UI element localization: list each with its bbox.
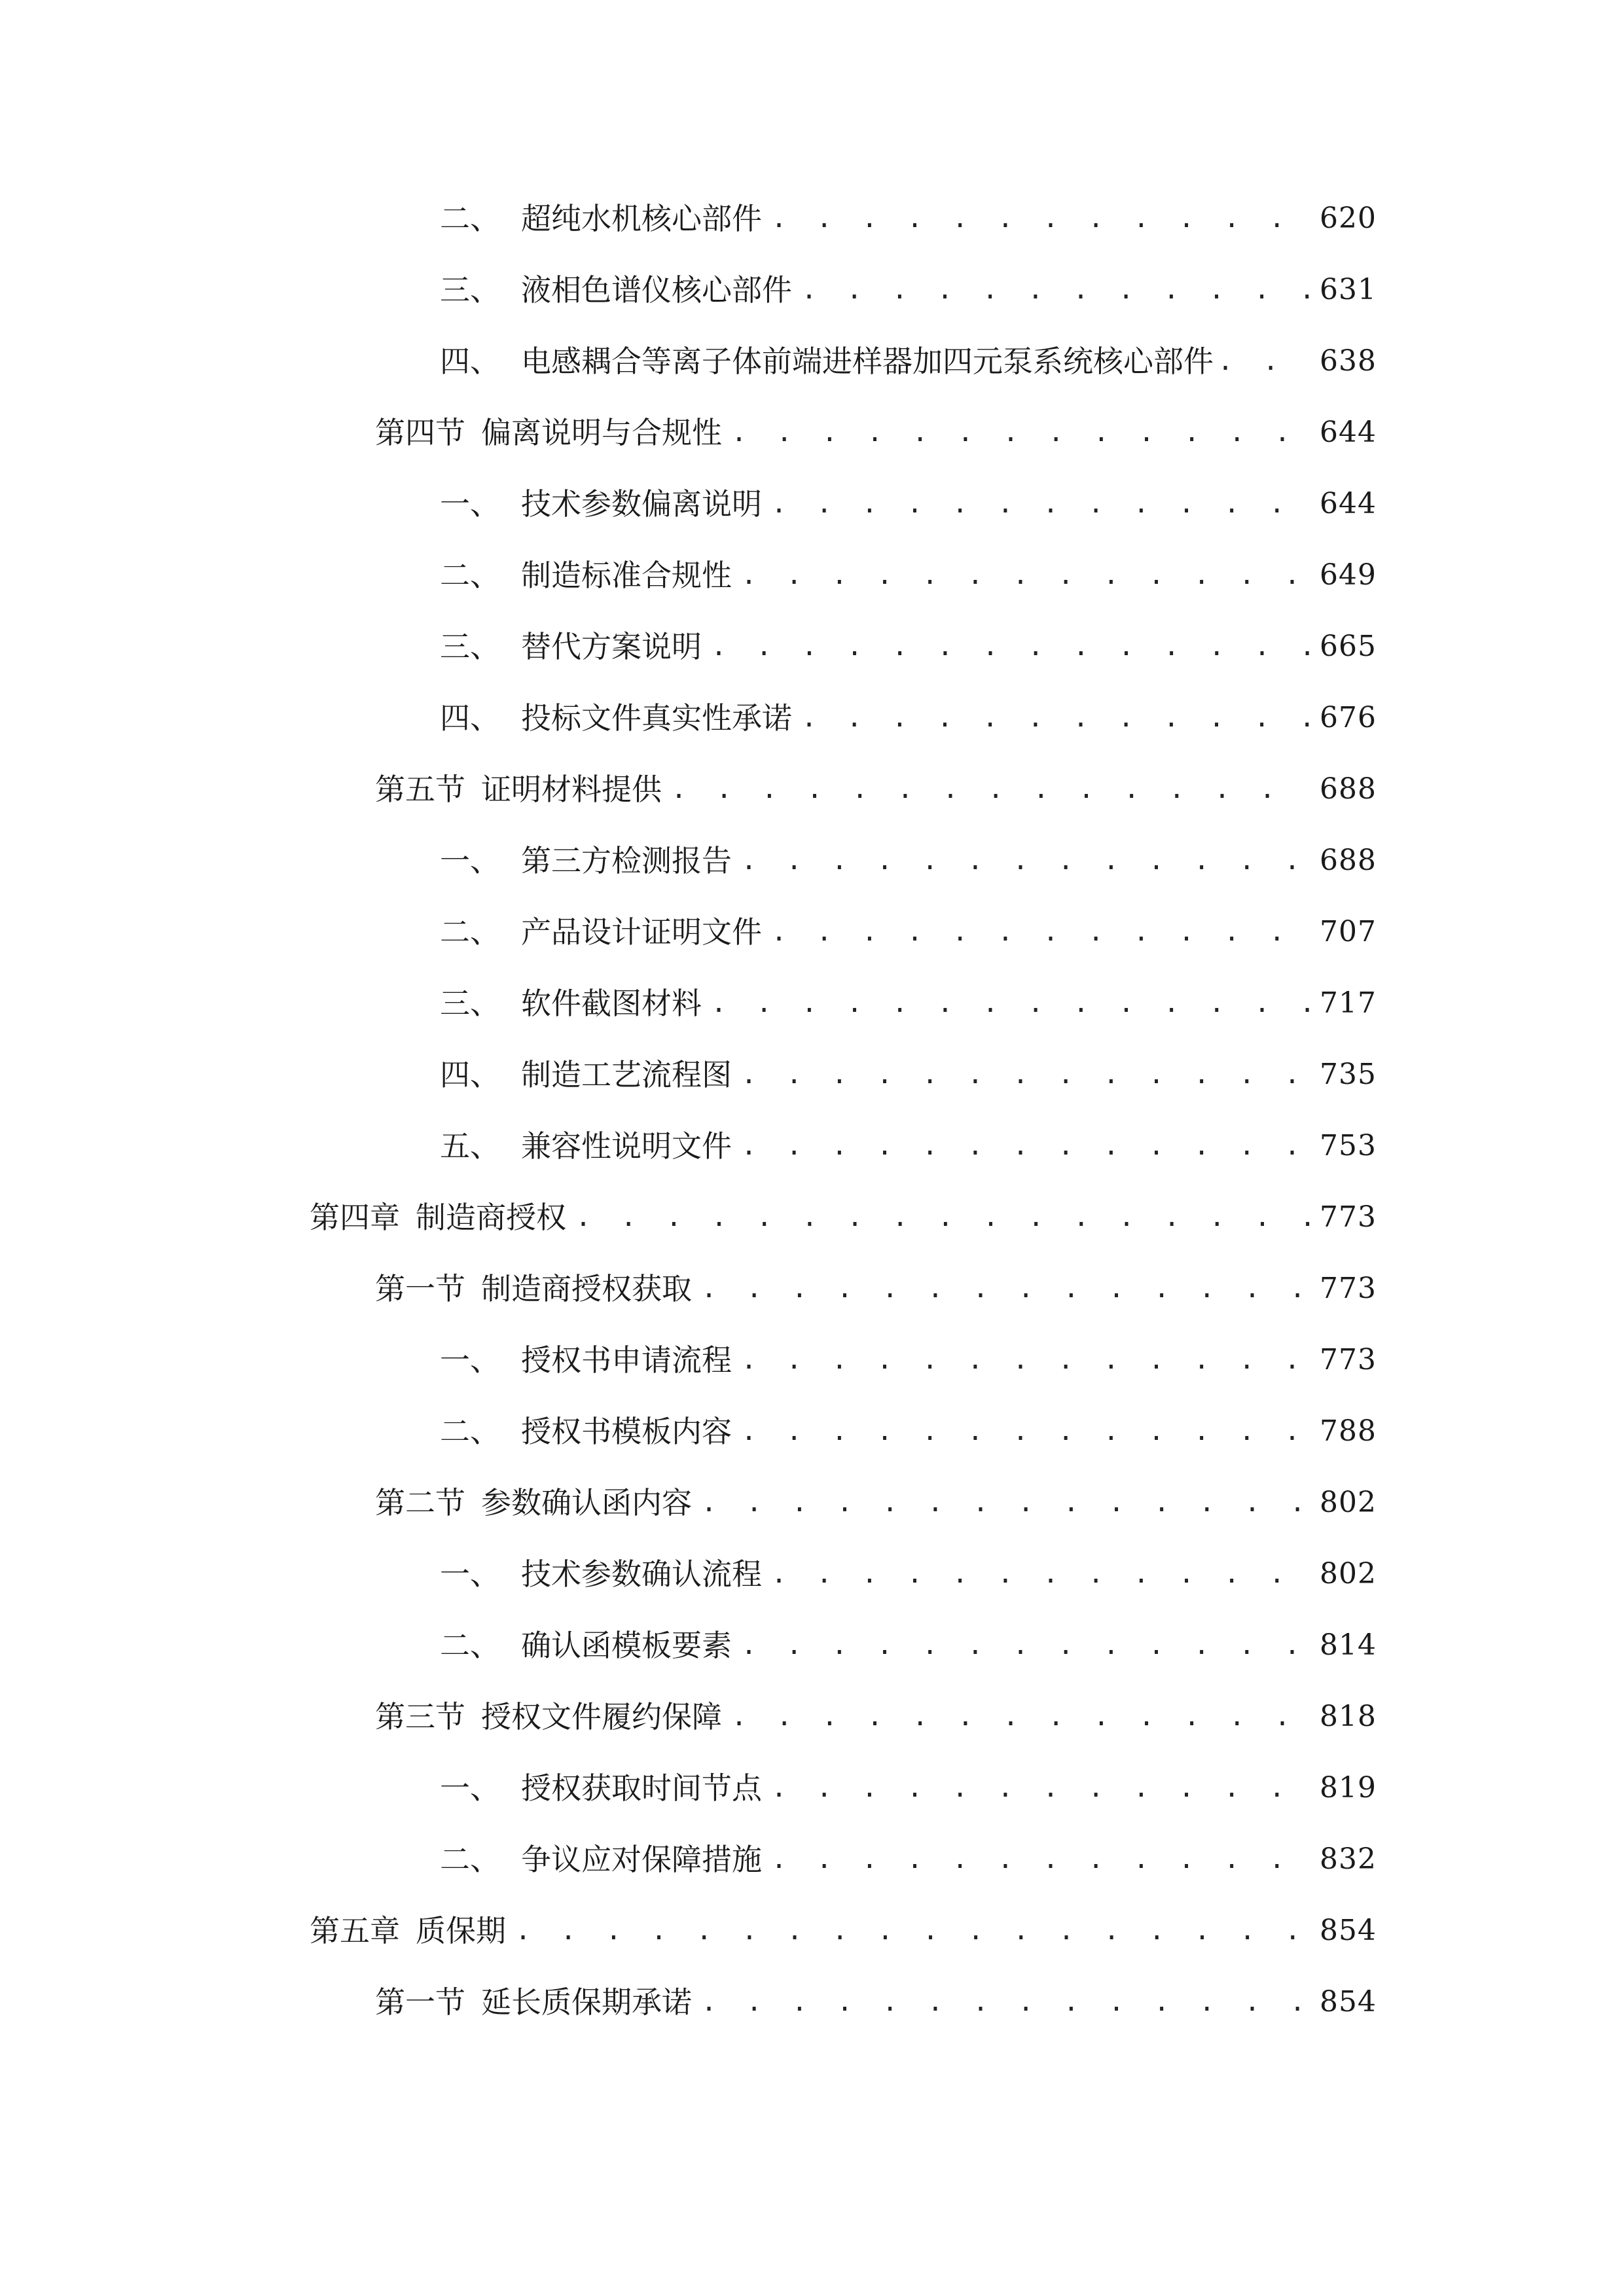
toc-entry-title: 第三方检测报告	[521, 843, 732, 878]
toc-entry-title: 软件截图材料	[521, 986, 702, 1021]
toc-entry-page: 707	[1320, 915, 1377, 948]
toc-entry[interactable]	[440, 192, 1377, 245]
toc-entry-page: 819	[1320, 1771, 1377, 1804]
toc-entry-page: 802	[1320, 1557, 1377, 1590]
toc-entry[interactable]	[375, 1477, 1377, 1529]
toc-entry-title: 制造标准合规性	[521, 558, 732, 593]
toc-entry[interactable]	[440, 1548, 1377, 1600]
dot-leader	[1218, 335, 1310, 387]
dot-leader	[771, 906, 1310, 958]
toc-entry-title: 授权文件履约保障	[481, 1699, 722, 1734]
toc-entry-number: 三、	[440, 629, 500, 664]
toc-entry[interactable]	[375, 406, 1377, 459]
dot-leader	[801, 264, 1310, 316]
toc-entry[interactable]	[375, 1691, 1377, 1743]
toc-entry-title: 替代方案说明	[521, 629, 702, 664]
toc-entry-number: 四、	[440, 700, 500, 736]
dot-leader	[741, 549, 1310, 601]
toc-entry-title: 偏离说明与合规性	[481, 415, 722, 450]
dot-leader	[575, 1191, 1310, 1244]
toc-entry-page: 717	[1320, 986, 1377, 1020]
toc-entry-title: 制造商授权	[416, 1200, 566, 1235]
dot-leader	[741, 1120, 1310, 1172]
toc-entry-number: 第一节	[375, 1984, 465, 2020]
toc-entry-number: 一、	[440, 843, 500, 878]
toc-entry[interactable]	[440, 335, 1377, 387]
toc-entry-title: 电感耦合等离子体前端进样器加四元泵系统核心部件	[521, 344, 1214, 379]
toc-entry[interactable]	[440, 692, 1377, 744]
toc-entry-number: 一、	[440, 1770, 500, 1806]
toc-entry-title: 超纯水机核心部件	[521, 201, 762, 236]
toc-entry[interactable]	[440, 1334, 1377, 1386]
dot-leader	[741, 1049, 1310, 1101]
toc-entry-number: 四、	[440, 344, 500, 379]
toc-entry-page: 676	[1320, 701, 1377, 734]
toc-entry[interactable]	[440, 1619, 1377, 1672]
toc-entry-title: 参数确认函内容	[481, 1485, 692, 1520]
toc-entry-page: 818	[1320, 1700, 1377, 1733]
toc-entry-title: 技术参数确认流程	[521, 1556, 762, 1592]
toc-entry[interactable]	[375, 763, 1377, 816]
dot-leader	[731, 1691, 1310, 1743]
dot-leader	[801, 692, 1310, 744]
dot-leader	[741, 1619, 1310, 1672]
toc-entry-page: 773	[1320, 1200, 1377, 1234]
toc-entry-title: 延长质保期承诺	[481, 1984, 692, 2020]
toc-entry-title: 授权获取时间节点	[521, 1770, 762, 1806]
toc-entry[interactable]	[440, 1405, 1377, 1458]
toc-entry-title: 制造商授权获取	[481, 1271, 692, 1306]
toc-entry-number: 四、	[440, 1057, 500, 1092]
dot-leader	[771, 192, 1310, 245]
toc-entry-number: 第四章	[310, 1200, 400, 1235]
toc-entry[interactable]	[440, 620, 1377, 673]
toc-entry-page: 854	[1320, 1914, 1377, 1947]
toc-entry[interactable]	[440, 977, 1377, 1030]
toc-entry[interactable]	[440, 264, 1377, 316]
toc-entry-page: 665	[1320, 630, 1377, 663]
toc-entry-title: 授权书申请流程	[521, 1342, 732, 1378]
toc-entry-number: 二、	[440, 1628, 500, 1663]
dot-leader	[701, 1263, 1310, 1315]
dot-leader	[741, 834, 1310, 887]
toc-entry-title: 兼容性说明文件	[521, 1128, 732, 1164]
toc-entry-page: 688	[1320, 844, 1377, 877]
dot-leader	[731, 406, 1310, 459]
toc-entry-title: 投标文件真实性承诺	[521, 700, 792, 736]
toc-entry[interactable]	[440, 1762, 1377, 1814]
toc-entry-page: 735	[1320, 1058, 1377, 1091]
toc-entry-number: 二、	[440, 1414, 500, 1449]
toc-entry-number: 二、	[440, 1842, 500, 1877]
toc-entry[interactable]	[440, 478, 1377, 530]
toc-entry[interactable]	[440, 1049, 1377, 1101]
toc-entry[interactable]	[440, 906, 1377, 958]
toc-entry-number: 二、	[440, 914, 500, 950]
toc-entry[interactable]	[375, 1976, 1377, 2028]
toc-entry-number: 二、	[440, 558, 500, 593]
toc-entry-page: 644	[1320, 487, 1377, 520]
toc-entry-page: 753	[1320, 1129, 1377, 1162]
toc-entry-number: 第三节	[375, 1699, 465, 1734]
dot-leader	[711, 977, 1310, 1030]
toc-entry-number: 第四节	[375, 415, 465, 450]
dot-leader	[771, 478, 1310, 530]
toc-entry-number: 五、	[440, 1128, 500, 1164]
toc-entry[interactable]	[440, 549, 1377, 601]
toc-entry[interactable]	[440, 1833, 1377, 1886]
toc-entry-title: 制造工艺流程图	[521, 1057, 732, 1092]
toc-entry-title: 技术参数偏离说明	[521, 486, 762, 522]
toc-entry-page: 631	[1320, 273, 1377, 306]
dot-leader	[771, 1833, 1310, 1886]
toc-entry-page: 854	[1320, 1985, 1377, 2018]
dot-leader	[671, 763, 1310, 816]
toc-entry-page: 688	[1320, 772, 1377, 806]
toc-entry-title: 确认函模板要素	[521, 1628, 732, 1663]
toc-entry-title: 争议应对保障措施	[521, 1842, 762, 1877]
toc-entry-number: 三、	[440, 272, 500, 308]
dot-leader	[771, 1762, 1310, 1814]
toc-entry-number: 一、	[440, 1556, 500, 1592]
toc-entry-title: 质保期	[416, 1913, 506, 1948]
dot-leader	[701, 1477, 1310, 1529]
toc-entry-number: 第五章	[310, 1913, 400, 1948]
toc-entry-number: 一、	[440, 486, 500, 522]
toc-entry-page: 788	[1320, 1414, 1377, 1448]
toc-entry-page: 649	[1320, 558, 1377, 592]
dot-leader	[771, 1548, 1310, 1600]
toc-entry[interactable]	[440, 1120, 1377, 1172]
toc-entry-title: 证明材料提供	[481, 772, 662, 807]
toc-entry[interactable]	[440, 834, 1377, 887]
dot-leader	[515, 1905, 1310, 1957]
toc-entry-page: 773	[1320, 1272, 1377, 1305]
toc-entry-number: 第五节	[375, 772, 465, 807]
toc-entry-title: 产品设计证明文件	[521, 914, 762, 950]
toc-entry[interactable]	[310, 1191, 1377, 1244]
dot-leader	[741, 1334, 1310, 1386]
toc-entry-page: 620	[1320, 202, 1377, 235]
dot-leader	[741, 1405, 1310, 1458]
toc-entry-page: 638	[1320, 344, 1377, 378]
toc-entry-page: 832	[1320, 1842, 1377, 1876]
toc-entry-number: 一、	[440, 1342, 500, 1378]
toc-entry-number: 二、	[440, 201, 500, 236]
toc-entry-page: 644	[1320, 416, 1377, 449]
toc-entry-number: 第一节	[375, 1271, 465, 1306]
toc-entry[interactable]	[310, 1905, 1377, 1957]
toc-entry[interactable]	[375, 1263, 1377, 1315]
toc-entry-title: 授权书模板内容	[521, 1414, 732, 1449]
toc-entry-title: 液相色谱仪核心部件	[521, 272, 792, 308]
dot-leader	[701, 1976, 1310, 2028]
toc-entry-page: 773	[1320, 1343, 1377, 1376]
toc-entry-page: 802	[1320, 1486, 1377, 1519]
toc-entry-page: 814	[1320, 1628, 1377, 1662]
dot-leader	[711, 620, 1310, 673]
toc-entry-number: 第二节	[375, 1485, 465, 1520]
toc-entry-number: 三、	[440, 986, 500, 1021]
